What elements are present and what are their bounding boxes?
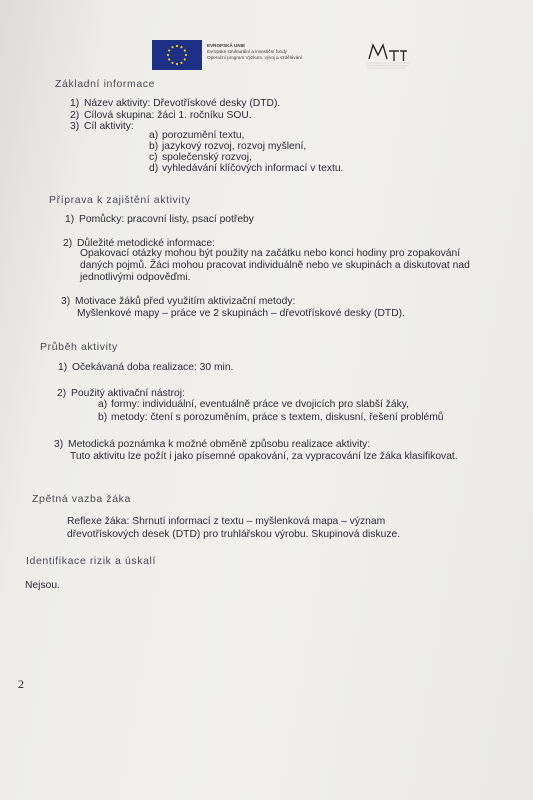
paragraph-line: dřevotřískových desek (DTD) pro truhlářskou výrobu. Skupinová diskuze. [67, 529, 401, 540]
tool-item: b) metody: čtení s porozuměním, práce s textem, diskusní, řešení problémů [98, 412, 444, 423]
goal-item: d) vyhledávání klíčových informací v textu. [149, 163, 344, 174]
paragraph-line: daných pojmů. Žáci mohou pracovat individuálně nebo ve skupinách a diskutovat nad [80, 260, 470, 271]
paragraph-line: Myšlenkové mapy – práce ve 2 skupinách – dřevotřískové desky (DTD). [77, 308, 405, 319]
section-heading-priprava: Příprava k zajištění aktivity [49, 194, 191, 206]
eu-flag-logo [152, 40, 202, 70]
paragraph-line: Opakovací otázky mohou být použity na začátku nebo konci hodiny pro zopakování [80, 248, 461, 259]
eu-line-2: Evropské strukturální a investiční fondy [207, 49, 287, 54]
list-item: 2) Cílová skupina: žáci 1. ročníku SOU. [70, 110, 252, 121]
list-item: 1) Pomůcky: pracovní listy, psací potřeby [65, 214, 254, 225]
eu-text-block [207, 43, 357, 61]
page-number: 2 [18, 677, 24, 691]
list-item: 2) Důležité metodické informace: [63, 238, 215, 249]
section-heading-zakladni: Základní informace [55, 78, 156, 90]
list-item: 3) Motivace žáků před využitím aktivizační metody: [61, 296, 296, 307]
goal-item: a) porozumění textu, [149, 130, 245, 141]
goal-item: c) společenský rozvoj, [149, 152, 252, 163]
paragraph-line: Reflexe žáka: Shrnutí informací z textu – myšlenková mapa – význam [67, 516, 386, 527]
list-item: 1) Název aktivity: Dřevotřískové desky (DTD). [70, 98, 281, 109]
paragraph-line: jednotlivými odpověďmi. [80, 272, 191, 283]
section-heading-rizika: Identifikace rizik a úskalí [26, 555, 156, 567]
paragraph-line: Tuto aktivitu lze požít i jako písemné opakování, za vypracování lze žáka klasifikovat. [70, 451, 458, 462]
eu-line-1: EVROPSKÁ UNIE [207, 43, 246, 48]
goal-item: b) jazykový rozvoj, rozvoj myšlení, [149, 141, 307, 152]
list-item: 3) Cíl aktivity: [70, 121, 134, 132]
tool-item: a) formy: individuální, eventuálně práce ve dvojicích pro slabší žáky, [98, 399, 409, 410]
section-heading-prubeh: Průběh aktivity [40, 341, 118, 353]
eu-stars-icon [152, 40, 202, 70]
eu-line-3: Operační program Výzkum, vývoj a vzdělávání [207, 55, 302, 60]
list-item: 1) Očekávaná doba realizace: 30 min. [58, 362, 234, 373]
section-heading-zpetna: Zpětná vazba žáka [32, 493, 131, 505]
list-item: 2) Použitý aktivační nástroj: [57, 388, 185, 399]
msmt-logo [365, 41, 413, 71]
msmt-logo-icon [365, 41, 413, 71]
list-item: 3) Metodická poznámka k možné obměně způsobu realizace aktivity: [54, 439, 371, 450]
paragraph-line: Nejsou. [25, 580, 60, 591]
